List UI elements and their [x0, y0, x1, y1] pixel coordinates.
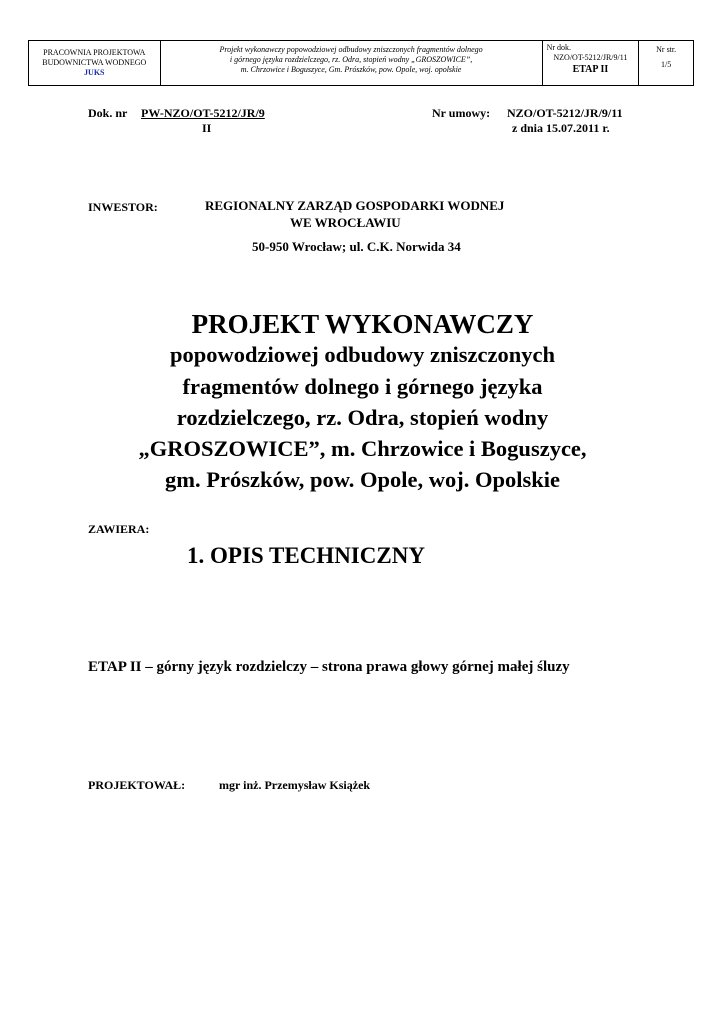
project-desc-line5: gm. Prószków, pow. Opole, woj. Opolskie [164, 467, 561, 492]
project-desc-line4: „GROSZOWICE”, m. Chrzowice i Boguszyce, [138, 436, 587, 461]
investor-address: 50-950 Wrocław; ul. C.K. Norwida 34 [252, 239, 461, 254]
doc-number: PW-NZO/OT-5212/JR/9 [141, 106, 265, 120]
contract-label: Nr umowy: [432, 106, 491, 120]
investor-label: INWESTOR: [88, 200, 158, 214]
header-company-cell [29, 41, 161, 86]
project-header-line1: Projekt wykonawczy popowodziowej odbudowy zniszczonych fragmentów dolnego [219, 45, 483, 54]
contains-label: ZAWIERA: [88, 522, 150, 536]
stage-badge: ETAP II [572, 64, 609, 75]
designer-name: mgr inż. Przemysław Książek [219, 778, 371, 792]
contract-date: z dnia 15.07.2011 r. [512, 121, 610, 135]
project-title: PROJEKT WYKONAWCZY [191, 309, 534, 339]
doc-number-cont: II [202, 121, 212, 135]
investor-name-line2: WE WROCŁAWIU [290, 215, 401, 230]
page-label: Nr str. [656, 45, 677, 54]
contract-number: NZO/OT-5212/JR/9/11 [507, 106, 623, 120]
company-short: JUKS [84, 68, 105, 77]
project-desc-line2: fragmentów dolnego i górnego języka [182, 374, 543, 399]
project-desc-line3: rozdzielczego, rz. Odra, stopień wodny [176, 405, 549, 430]
doc-no-value: NZO/OT-5212/JR/9/11 [553, 53, 628, 62]
project-header-line3: m. Chrzowice i Boguszyce, Gm. Prószków, pow. Opole, woj. opolskie [240, 65, 462, 74]
company-line1: PRACOWNIA PROJEKTOWA [43, 48, 146, 57]
doc-no-label: Nr dok. [546, 43, 572, 52]
header-table [28, 40, 694, 86]
header-docno-cell [542, 41, 639, 86]
header-project-cell [160, 41, 542, 86]
project-desc-line1: popowodziowej odbudowy zniszczonych [169, 342, 556, 367]
designer-label: PROJEKTOWAŁ: [88, 778, 186, 792]
company-line2: BUDOWNICTWA WODNEGO [42, 58, 147, 67]
project-header-line2: i górnego języka rozdzielczego, rz. Odra, stopień wodny „GROSZOWICE”, [229, 55, 473, 64]
page-number: 1/5 [661, 60, 672, 69]
investor-name-line1: REGIONALNY ZARZĄD GOSPODARKI WODNEJ [205, 198, 505, 213]
doc-number-label: Dok. nr [88, 106, 128, 120]
header-page-cell [639, 41, 694, 86]
stage-description: ETAP II – górny język rozdzielczy – strona prawa głowy górnej małej śluzy [88, 659, 570, 675]
contains-item: 1. OPIS TECHNICZNY [187, 543, 425, 568]
